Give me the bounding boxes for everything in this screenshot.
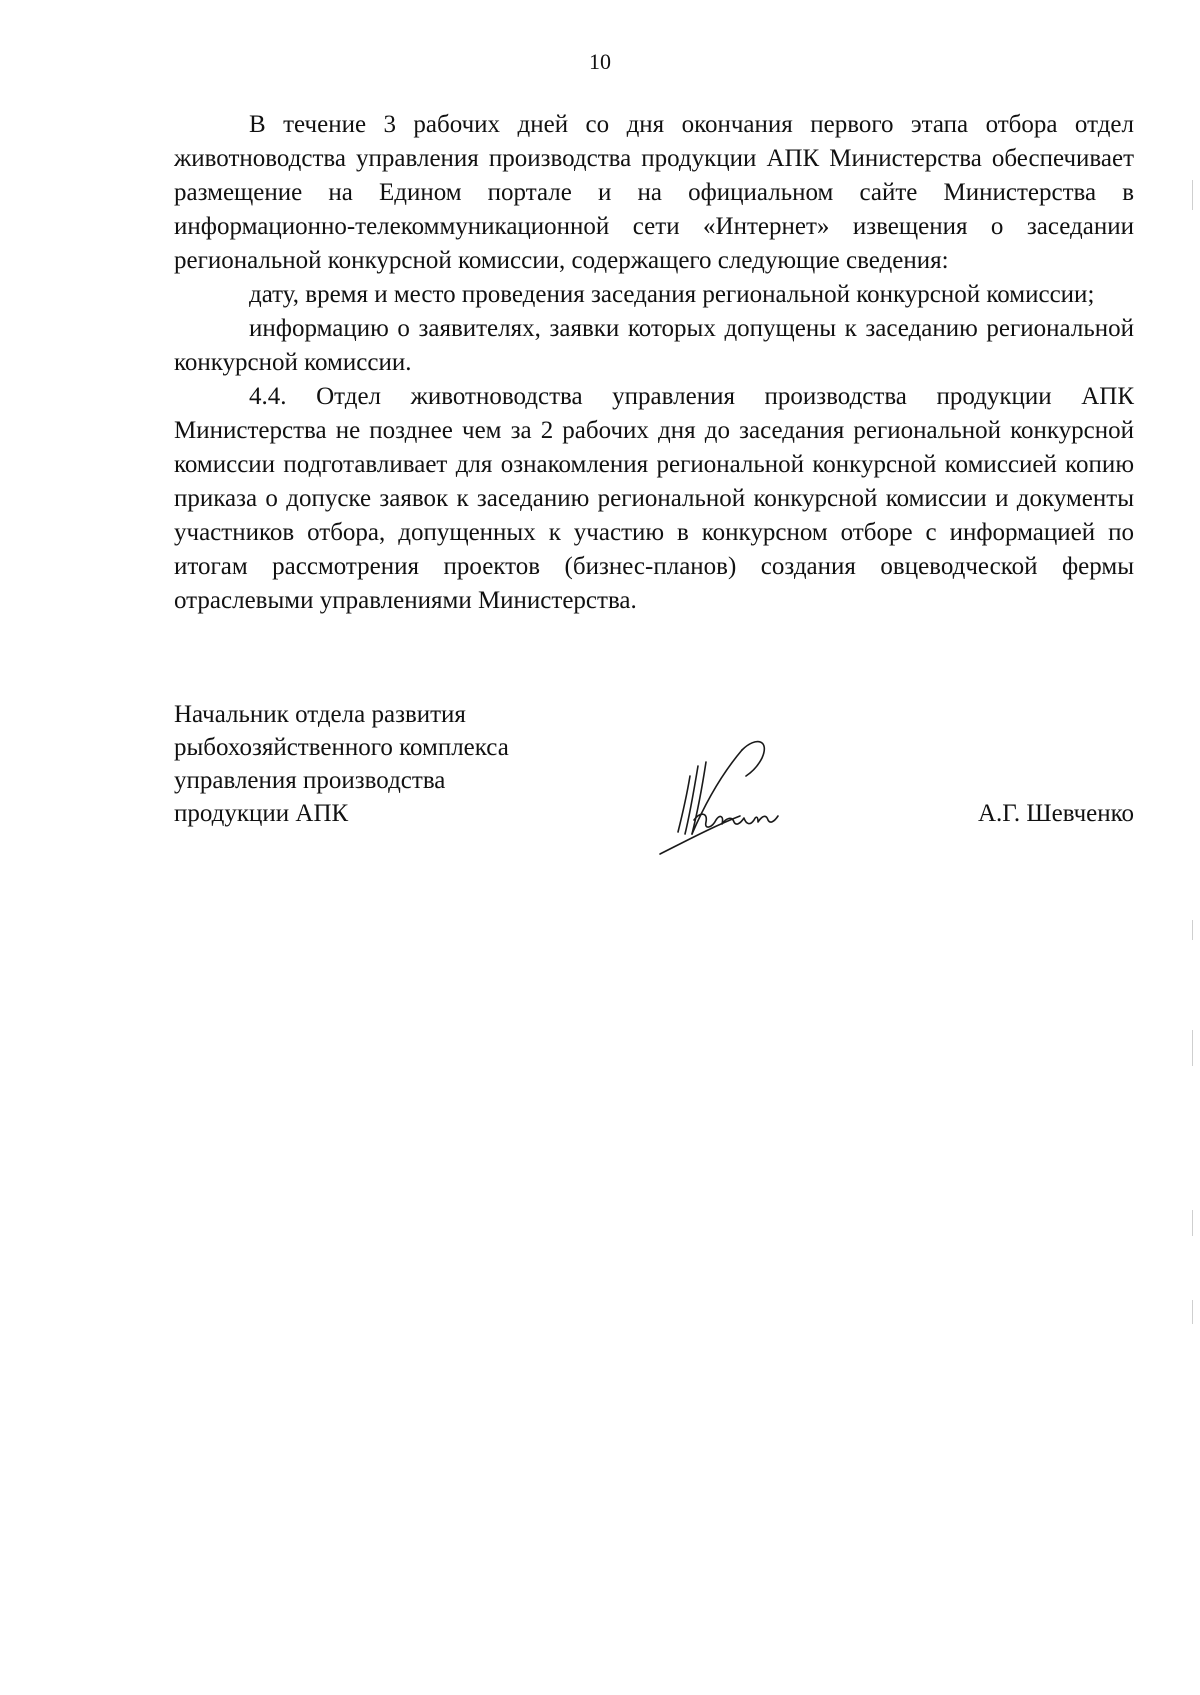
page-number: 10 bbox=[589, 49, 611, 74]
handwritten-signature bbox=[654, 736, 814, 866]
signer-position-line: Начальник отдела развития bbox=[174, 701, 466, 728]
signer-position-line: продукции АПК bbox=[174, 800, 349, 827]
paragraph-applicants-info: информацию о заявителях, заявки которых допущены к заседанию региональной конкурсной комиссии. bbox=[174, 315, 1134, 376]
paragraph-section-4-4: 4.4. Отдел животноводства управления производства продукции АПК Министерства не позднее чем за 2 рабочих дня до заседания региональной конкурсной комиссии подготавливает для ознакомления региональной конкурсной комиссией копию приказа о допуске заявок к заседанию региональной конкурсной комиссии и документы участников отбора, допущенных к участию в конкурсном отборе с информацией по итогам рассмотрения проектов (бизнес-планов) создания овцеводческой фермы отраслевыми управлениями Министерства. bbox=[174, 383, 1134, 614]
scan-edge-mark bbox=[1192, 1210, 1193, 1236]
signer-name: А.Г. Шевченко bbox=[977, 800, 1134, 827]
signer-position-line: управления производства bbox=[174, 767, 446, 794]
scan-edge-mark bbox=[1192, 920, 1193, 940]
scan-edge-mark bbox=[1192, 1030, 1193, 1066]
paragraph-date-time-place: дату, время и место проведения заседания региональной конкурсной комиссии; bbox=[249, 281, 1095, 308]
signature-block bbox=[174, 698, 1134, 868]
signer-position-line: рыбохозяйственного комплекса bbox=[174, 734, 509, 761]
scan-edge-mark bbox=[1192, 180, 1193, 210]
signer-position bbox=[174, 698, 594, 830]
paragraph-notice: В течение 3 рабочих дней со дня окончания первого этапа отбора отдел животноводства управления производства продукции АПК Министерства обеспечивает размещение на Едином портале и на официальном сайте Министерства в информационно-телекоммуникационной сети «Интернет» извещения о заседании региональной конкурсной комиссии, содержащего следующие сведения: bbox=[174, 111, 1134, 274]
scan-edge-mark bbox=[1192, 1300, 1193, 1324]
body-text bbox=[174, 108, 1134, 618]
